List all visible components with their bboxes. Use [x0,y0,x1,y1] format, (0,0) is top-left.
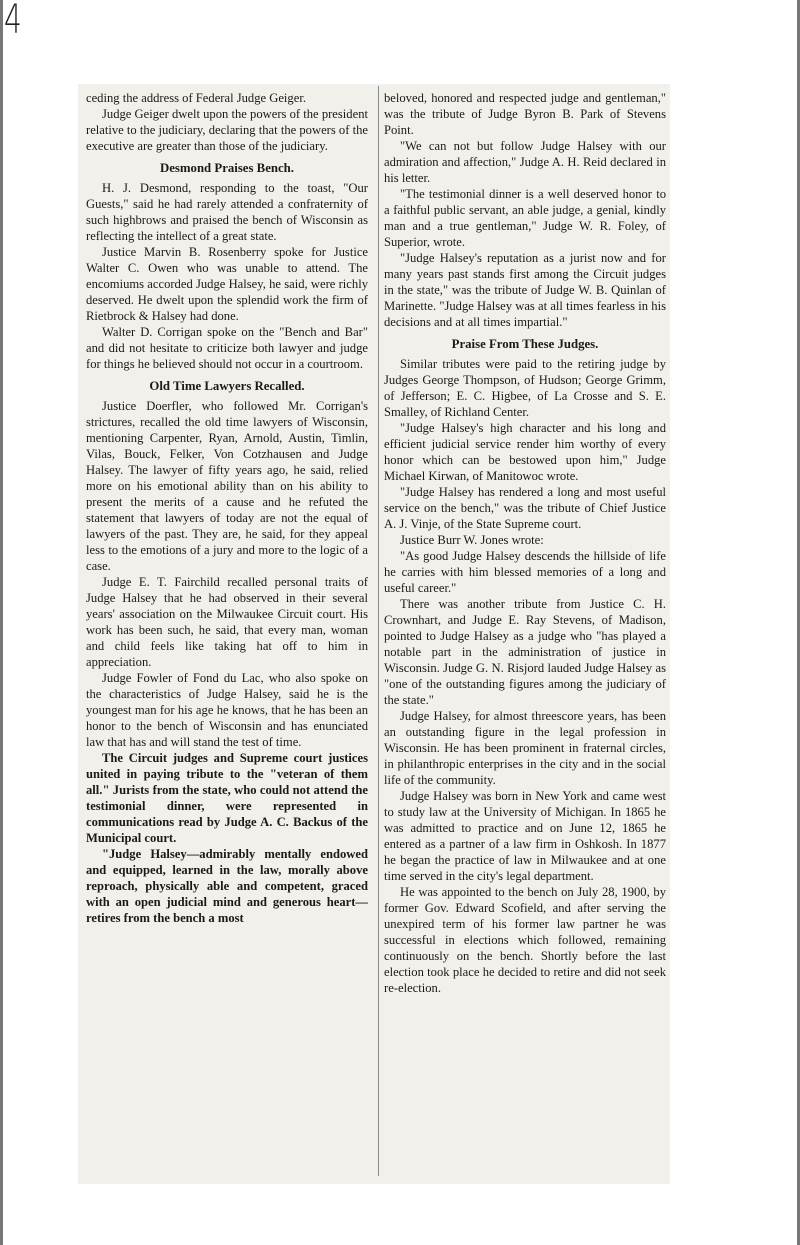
article-paragraph: ceding the address of Federal Judge Geiger. [86,91,306,105]
section-heading: Desmond Praises Bench. [159,161,294,175]
article-paragraph: "Judge Halsey's reputation as a jurist now and for many years past stands first among the Circuit judges in the state," was the tribute of Judge W. B. Quinlan of Marinette. "Judge Halsey was at all times fearless in his decisions and at all times impartial." [384,251,666,329]
article-paragraph: Justice Marvin B. Rosenberry spoke for Justice Walter C. Owen who was unable to attend. The encomiums accorded Judge Halsey, he said, were richly deserved. He dwelt upon the splendid work the firm of Rietbrock & Halsey had done. [86,245,368,323]
section-heading: Praise From These Judges. [451,337,599,351]
article-paragraph: Judge E. T. Fairchild recalled personal traits of Judge Halsey that he had observed in their several years' association on the Milwaukee Circuit court. His work has been such, he said, that every man, woman and child feels like taking hat off to him in appreciation. [86,575,368,669]
right-column [384,90,666,996]
article-paragraph: Similar tributes were paid to the retiring judge by Judges George Thompson, of Hudson; George Grimm, of Jefferson; E. C. Higbee, of La Crosse and S. E. Smalley, of Richland Center. [384,357,666,419]
article-paragraph: The Circuit judges and Supreme court justices united in paying tribute to the "veteran of them all." Jurists from the state, who could not attend the testimonial dinner, were represented in communications read by Judge A. C. Backus of the Municipal court. [86,751,368,845]
article-paragraph: H. J. Desmond, responding to the toast, "Our Guests," said he had rarely attended a confraternity of such highbrows and praised the bench of Wisconsin as reflecting the intellect of a great state. [86,181,368,243]
section-heading: Old Time Lawyers Recalled. [149,379,305,393]
article-paragraph: "We can not but follow Judge Halsey with our admiration and affection," Judge A. H. Reid declared in his letter. [384,139,666,185]
article-paragraph: Walter D. Corrigan spoke on the "Bench and Bar" and did not hesitate to criticize both lawyer and judge for things he believed should not occur in a courtroom. [86,325,368,371]
article-paragraph: Judge Fowler of Fond du Lac, who also spoke on the characteristics of Judge Halsey, said he is the youngest man for his age he knows, that he has been an honor to the bench of Wisconsin and has enunciated law that has and will stand the test of time. [86,671,368,749]
article-paragraph: "Judge Halsey—admirably mentally endowed and equipped, learned in the law, morally above reproach, physically able and competent, graced with an open judicial mind and generous heart—retires from the bench a most [86,847,368,925]
article-paragraph: Judge Halsey was born in New York and came west to study law at the University of Michigan. In 1865 he was admitted to practice and on June 12, 1865 he entered as a partner of a law firm in Oshkosh. In 1877 he began the practice of law in Milwaukee and at one time served in the city's legal department. [384,789,666,883]
article-paragraph: Justice Burr W. Jones wrote: [400,533,544,547]
article-paragraph: There was another tribute from Justice C. H. Crownhart, and Judge E. Ray Stevens, of Madison, pointed to Judge Halsey as a judge who "has played a notable part in the administration of justice in Wisconsin. Judge G. N. Risjord lauded Judge Halsey as "one of the outstanding figures among the judiciary of the state." [384,597,666,707]
column-rule [378,86,379,1176]
scan-left-edge [0,0,3,1245]
article-paragraph: Judge Geiger dwelt upon the powers of the president relative to the judiciary, declaring that the powers of the executive are greater than those of the judiciary. [86,107,368,153]
page-number: 4 [4,0,22,43]
article-paragraph: Justice Doerfler, who followed Mr. Corrigan's strictures, recalled the old time lawyers of Wisconsin, mentioning Carpenter, Ryan, Arnold, Austin, Timlin, Vilas, Bouck, Felker, Von Cotzhausen and Judge Halsey. The lawyer of fifty years ago, he said, relied more on his emotional ability than on his ability to present the merits of a cause and he refuted the statement that lawyers of today are not the equal of lawyers of the past. They are, he said, for they appeal less to the emotions of a jury and more to the logic of a case. [86,399,368,573]
article-paragraph: Judge Halsey, for almost threescore years, has been an outstanding figure in the legal profession in Wisconsin. He has been prominent in fraternal circles, in philanthropic enterprises in the city and in the social life of the community. [384,709,666,787]
article-paragraph: "The testimonial dinner is a well deserved honor to a faithful public servant, an able judge, a genial, kindly man and a true gentleman," Judge W. R. Foley, of Superior, wrote. [384,187,666,249]
left-column [86,90,368,926]
article-paragraph: "Judge Halsey has rendered a long and most useful service on the bench," was the tribute of Chief Justice A. J. Vinje, of the State Supreme court. [384,485,666,531]
article-paragraph: "As good Judge Halsey descends the hillside of life he carries with him blessed memories of a long and useful career." [384,549,666,595]
article-paragraph: "Judge Halsey's high character and his long and efficient judicial service render him worthy of every honor which can be bestowed upon him," Judge Michael Kirwan, of Manitowoc wrote. [384,421,666,483]
article-paragraph: beloved, honored and respected judge and gentleman," was the tribute of Judge Byron B. Park of Stevens Point. [384,91,666,137]
article-paragraph: He was appointed to the bench on July 28, 1900, by former Gov. Edward Scofield, and after serving the unexpired term of his former law partner he was successful in elections which followed, remaining continuously on the bench. Shortly before the last election took place he decided to retire and did not seek re-election. [384,885,666,995]
